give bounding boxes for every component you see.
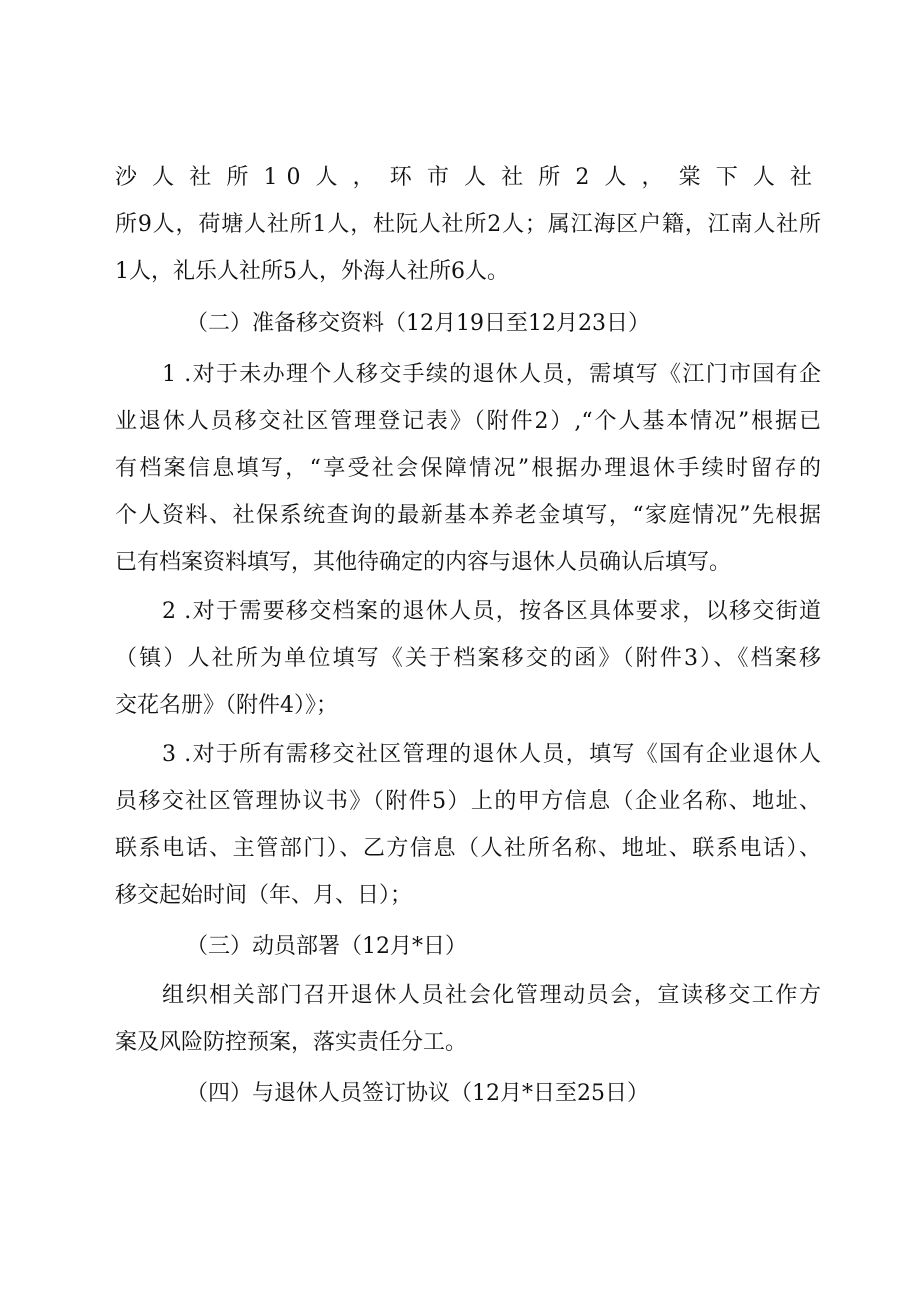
text-line: 移交起始时间（年、月、日）； (115, 883, 413, 908)
text-line: 组织相关部门召开退休人员社会化管理动员会，宣读移交工作方 (162, 983, 821, 1008)
text-line: 2 .对于需要移交档案的退休人员，按各区具体要求，以移交街道 (162, 599, 821, 624)
text-line: 已有档案资料填写，其他待确定的内容与退休人员确认后填写。 (115, 550, 732, 575)
text-line: 沙人社所10人，环市人社所2人，棠下人社 (115, 165, 821, 190)
text-line: 个人资料、社保系统查询的最新基本养老金填写，“家庭情况”先根据 (115, 503, 821, 528)
text-line: 业退休人员移交社区管理登记表》（附件2）,“个人基本情况”根据已 (115, 409, 821, 434)
text-line: 员移交社区管理协议书》（附件5）上的甲方信息（企业名称、地址、 (115, 789, 821, 814)
text-line: 1人，礼乐人社所5人，外海人社所6人。 (115, 259, 509, 284)
section-heading: （四）与退休人员签订协议（12月*日至25日） (186, 1081, 649, 1106)
text-line: 有档案信息填写，“享受社会保障情况”根据办理退休手续时留存的 (115, 456, 821, 481)
text-line: 交花名册》（附件4）》； (115, 693, 338, 718)
text-line: 所9人，荷塘人社所1人，杜阮人社所2人；属江海区户籍，江南人社所 (115, 212, 821, 237)
text-line: （镇）人社所为单位填写《关于档案移交的函》（附件3）、《档案移 (115, 646, 821, 671)
text-line: 1 .对于未办理个人移交手续的退休人员，需填写《江门市国有企 (162, 362, 821, 387)
text-line: 联系电话、主管部门）、乙方信息（人社所名称、地址、联系电话）、 (115, 836, 821, 861)
text-line: 3 .对于所有需移交社区管理的退休人员，填写《国有企业退休人 (162, 742, 821, 767)
text-line: 案及风险防控预案，落实责任分工。 (115, 1030, 468, 1055)
section-heading: （二）准备移交资料（12月19日至12月23日） (186, 311, 650, 336)
section-heading: （三）动员部署（12月*日） (186, 934, 467, 959)
